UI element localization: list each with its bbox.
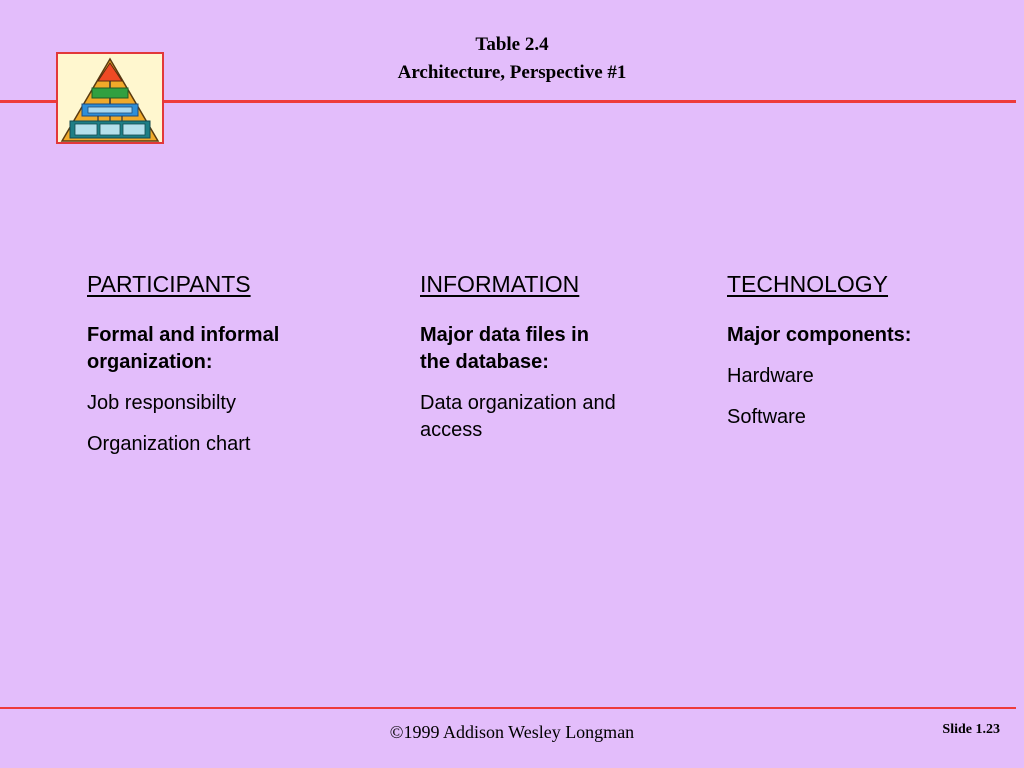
logo — [56, 52, 164, 144]
list-item: Hardware — [727, 365, 814, 387]
column-subheading: Major data files in the database: — [420, 324, 589, 373]
slide-number: Slide 1.23 — [942, 722, 1000, 737]
title-line-2: Architecture, Perspective #1 — [397, 62, 627, 83]
footer-rule — [0, 707, 1016, 709]
column-heading: INFORMATION — [420, 271, 580, 297]
list-item: Software — [727, 406, 806, 428]
slide-title — [300, 31, 724, 87]
title-line-1: Table 2.4 — [475, 34, 549, 55]
list-item: Data organization and access — [420, 392, 616, 441]
column-technology — [727, 270, 987, 445]
copyright-text: ©1999 Addison Wesley Longman — [389, 722, 635, 742]
list-item: Job responsibilty — [87, 392, 236, 414]
column-information — [420, 270, 670, 458]
column-heading: TECHNOLOGY — [727, 271, 889, 297]
column-heading: PARTICIPANTS — [87, 271, 251, 297]
list-item: Organization chart — [87, 433, 251, 455]
header-rule-left — [0, 100, 56, 103]
pyramid-icon — [58, 54, 162, 142]
column-subheading: Formal and informal organization: — [87, 324, 280, 373]
column-subheading: Major components: — [727, 324, 912, 346]
column-participants — [87, 270, 337, 472]
header-rule-right — [164, 100, 1016, 103]
